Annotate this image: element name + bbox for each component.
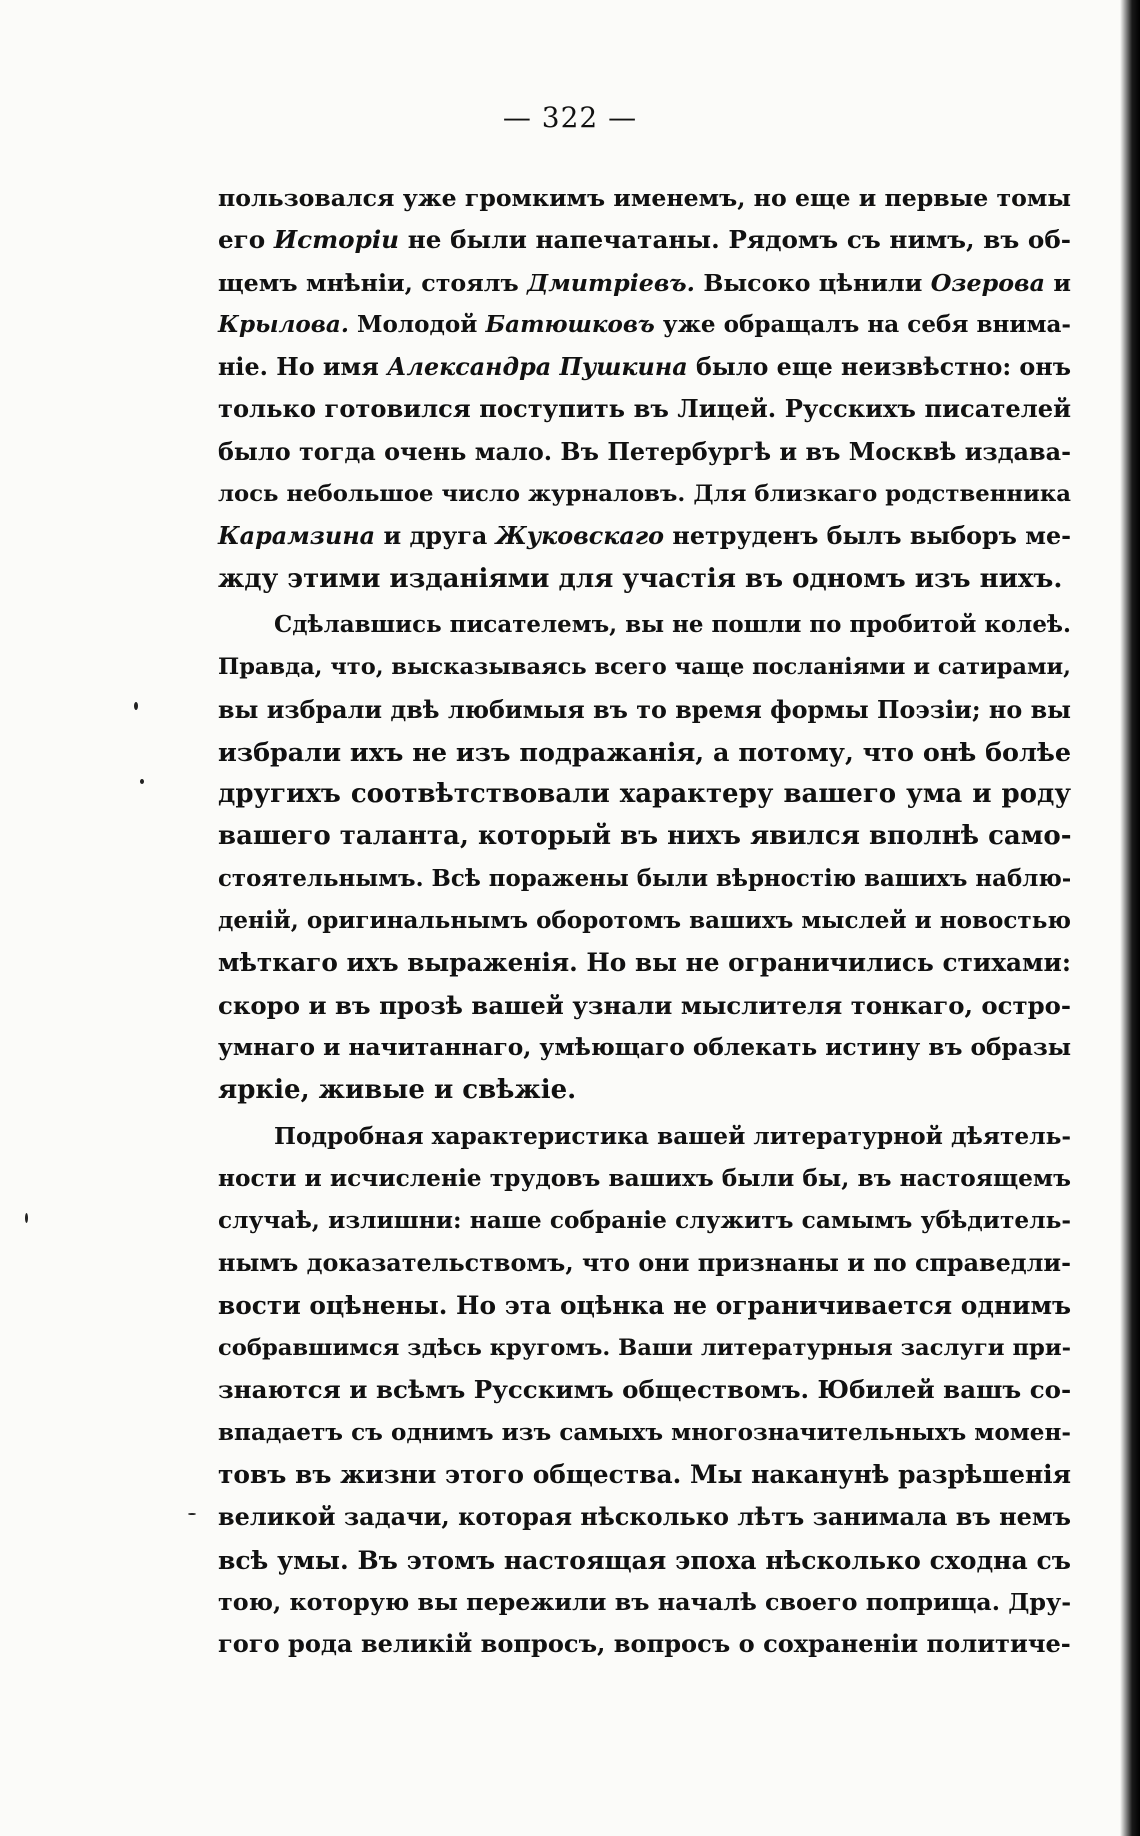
italic-name: Крылова.: [218, 310, 349, 338]
text-line: [218, 689, 1071, 731]
text-segment: его: [218, 225, 274, 255]
text-line: [218, 515, 1071, 557]
page-edge-shadow: [1120, 0, 1140, 1836]
italic-name: Карамзина: [218, 522, 376, 551]
text-line: [218, 1369, 1071, 1411]
italic-name: Озерова: [930, 268, 1046, 297]
text-segment: нымъ доказательствомъ, что они признаны и по справедли-: [218, 1249, 1071, 1278]
text-line: [218, 219, 1071, 261]
text-segment: щемъ мнѣніи, стоялъ: [218, 268, 528, 297]
text-segment: избрали ихъ не изъ подражанія, а потому, что онѣ болѣе: [218, 736, 1071, 767]
paragraph: [218, 604, 1071, 1112]
text-segment: пользовался уже громкимъ именемъ, но еще и первые томы: [218, 184, 1071, 212]
text-segment: всѣ умы. Въ этомъ настоящая эпоха нѣсколько сходна съ: [218, 1544, 1071, 1575]
body-text: [218, 177, 1071, 1665]
text-line: [218, 942, 1071, 984]
text-line: [218, 304, 1071, 346]
text-line: [218, 985, 1071, 1027]
text-segment: вашего таланта, который въ нихъ явился вполнѣ само-: [218, 821, 1072, 852]
text-segment: случаѣ, излишни: наше собраніе служитъ самымъ убѣдитель-: [218, 1207, 1071, 1235]
text-segment: только готовился поступить въ Лицей. Русскихъ писателей: [218, 394, 1071, 424]
text-line: [218, 1069, 1071, 1111]
text-line: [218, 773, 1071, 815]
text-line: [218, 1539, 1071, 1581]
italic-name: Дмитріевъ.: [527, 268, 695, 297]
text-segment: товъ въ жизни этого общества. Мы наканунѣ разрѣшенія: [218, 1459, 1071, 1489]
text-line: [218, 388, 1071, 430]
text-segment: ніе. Но имя: [218, 353, 388, 382]
text-segment: деній, оригинальнымъ оборотомъ вашихъ мыслей и новостью: [218, 907, 1071, 935]
text-line: [218, 1285, 1071, 1327]
page-number: — 322 —: [502, 101, 638, 134]
italic-name: Батюшковъ: [485, 310, 655, 338]
text-line: [218, 346, 1071, 388]
text-segment: Сдѣлавшись писателемъ, вы не пошли по пробитой колеѣ.: [274, 610, 1071, 638]
text-segment: нетруденъ былъ выборъ ме-: [664, 522, 1071, 551]
text-line: [218, 1116, 1071, 1158]
text-segment: яркіе, живые и свѣжіе.: [218, 1075, 577, 1106]
text-segment: гого рода великій вопросъ, вопросъ о сохраненіи политиче-: [218, 1629, 1071, 1659]
scan-speck: [188, 1513, 196, 1515]
text-segment: Подробная характеристика вашей литературной дѣятель-: [274, 1122, 1072, 1150]
text-segment: ности и исчисленіе трудовъ вашихъ были бы, въ настоящемъ: [218, 1164, 1071, 1192]
text-segment: другихъ соотвѣтствовали характеру вашего ума и роду: [218, 779, 1071, 810]
text-segment: тою, которую вы пережили въ началѣ своего поприща. Дру-: [218, 1587, 1072, 1616]
text-segment: жду этими изданіями для участія въ одномъ изъ нихъ.: [218, 563, 1063, 594]
text-line: [218, 1242, 1071, 1284]
text-line: [218, 731, 1071, 773]
text-line: [218, 1200, 1071, 1242]
text-segment: и: [1045, 268, 1071, 297]
text-line: [218, 900, 1071, 942]
scan-speck: [140, 779, 144, 784]
paragraph: [218, 177, 1071, 600]
text-segment: скоро и въ прозѣ вашей узнали мыслителя тонкаго, остро-: [218, 990, 1071, 1020]
text-line: [218, 604, 1071, 646]
text-segment: вы избрали двѣ любимыя въ то время формы Поэзіи; но вы: [218, 695, 1071, 724]
text-line: [218, 558, 1071, 600]
paragraph: [218, 1116, 1071, 1666]
italic-name: Исторіи: [273, 225, 400, 255]
text-segment: уже обращалъ на себя внима-: [654, 310, 1071, 338]
text-line: [218, 177, 1071, 219]
text-segment: Молодой: [348, 310, 486, 338]
text-line: [218, 1496, 1071, 1538]
scan-speck: [25, 1213, 28, 1223]
text-segment: стоятельнымъ. Всѣ поражены были вѣрностію вашихъ наблю-: [218, 865, 1072, 892]
text-segment: и друга: [375, 522, 496, 551]
text-line: [218, 646, 1071, 688]
text-segment: великой задачи, которая нѣсколько лѣтъ занимала въ немъ: [218, 1503, 1071, 1532]
text-segment: не были напечатаны. Рядомъ съ нимъ, въ об-: [399, 225, 1071, 255]
text-line: [218, 1454, 1071, 1496]
text-line: [218, 1027, 1071, 1069]
text-line: [218, 1158, 1071, 1200]
italic-name: Александра Пушкина: [387, 353, 688, 382]
text-segment: впадаетъ съ однимъ изъ самыхъ многозначительныхъ момен-: [218, 1418, 1071, 1446]
text-segment: умнаго и начитаннаго, умѣющаго облекать истину въ образы: [218, 1033, 1072, 1061]
text-segment: Высоко цѣнили: [694, 268, 931, 297]
italic-name: Жуковскаго: [495, 522, 665, 551]
text-line: [218, 815, 1071, 857]
text-line: [218, 1623, 1071, 1665]
scan-speck: [134, 702, 138, 710]
text-segment: лось небольшое число журналовъ. Для близкаго родственника: [218, 481, 1071, 508]
text-line: [218, 473, 1071, 515]
text-line: [218, 858, 1071, 900]
text-segment: было тогда очень мало. Въ Петербургѣ и въ Москвѣ издава-: [218, 437, 1071, 466]
text-line: [218, 1327, 1071, 1369]
text-segment: было еще неизвѣстно: онъ: [687, 353, 1072, 382]
text-segment: мѣткаго ихъ выраженія. Но вы не ограничились стихами:: [218, 948, 1071, 978]
text-segment: знаются и всѣмъ Русскимъ обществомъ. Юбилей вашъ со-: [218, 1375, 1072, 1405]
text-line: [218, 431, 1071, 473]
text-segment: вости оцѣнены. Но эта оцѣнка не ограничивается однимъ: [218, 1290, 1072, 1320]
text-line: [218, 1412, 1071, 1454]
text-line: [218, 1581, 1071, 1623]
text-segment: собравшимся здѣсь кругомъ. Ваши литературныя заслуги при-: [218, 1335, 1071, 1362]
text-segment: Правда, что, высказываясь всего чаще посланіями и сатирами,: [218, 654, 1071, 681]
text-line: [218, 262, 1071, 304]
